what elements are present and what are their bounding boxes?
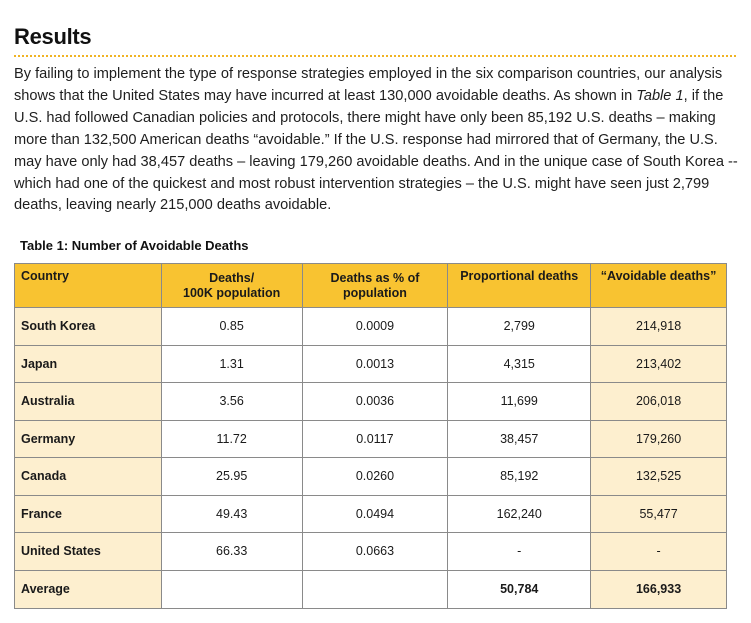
cell-country: United States: [15, 533, 162, 571]
cell-proportional: 4,315: [448, 345, 591, 383]
cell-proportional: -: [448, 533, 591, 571]
header-deaths-line2: 100K population: [183, 285, 281, 300]
table-row: [15, 420, 727, 458]
cell-proportional: 85,192: [448, 458, 591, 496]
paragraph-text-2: , if the U.S. had followed Canadian policies and protocols, there might have only been 85,192 U.S. deaths – making more than 132,500 American deaths “avoidable.” If the U.S. response had mirrored that of Germany, the U.S. may have only had 38,457 deaths – leaving 179,260 avoidable deaths. And in the unique case of South Korea -- which had one of the quickest and most robust intervention strategies – the U.S. might have seen just 2,799 deaths, leaving nearly 215,000 deaths avoidable.: [14, 87, 738, 214]
cell-empty: [161, 570, 302, 608]
header-pct-line2: population: [343, 285, 407, 300]
cell-deaths-per-100k: 0.85: [161, 308, 302, 346]
cell-deaths-per-100k: 66.33: [161, 533, 302, 571]
cell-average-avoidable: 166,933: [591, 570, 727, 608]
header-proportional: Proportional deaths: [448, 264, 591, 308]
header-avoidable: “Avoidable deaths”: [591, 264, 727, 308]
table-average-row: [15, 570, 727, 608]
cell-empty: [302, 570, 448, 608]
cell-country: Japan: [15, 345, 162, 383]
table-row: [15, 308, 727, 346]
table-reference: Table 1: [636, 87, 684, 104]
cell-average-label: Average: [15, 570, 162, 608]
section-heading: Results: [14, 24, 92, 49]
cell-average-proportional: 50,784: [448, 570, 591, 608]
header-deaths-line1: Deaths/: [209, 270, 255, 285]
header-pct-line1: Deaths as % of: [330, 270, 420, 285]
table-row: [15, 495, 727, 533]
table-row: [15, 383, 727, 421]
cell-proportional: 38,457: [448, 420, 591, 458]
cell-proportional: 2,799: [448, 308, 591, 346]
cell-avoidable: 213,402: [591, 345, 727, 383]
header-deaths-per-100k: [161, 264, 302, 308]
cell-proportional: 11,699: [448, 383, 591, 421]
table-header-row: [15, 264, 727, 308]
cell-avoidable: -: [591, 533, 727, 571]
cell-avoidable: 55,477: [591, 495, 727, 533]
header-deaths-pct: [302, 264, 448, 308]
table-caption: Table 1: Number of Avoidable Deaths: [20, 238, 249, 253]
cell-avoidable: 206,018: [591, 383, 727, 421]
cell-deaths-per-100k: 1.31: [161, 345, 302, 383]
table-row: [15, 533, 727, 571]
cell-pct: 0.0036: [302, 383, 448, 421]
results-paragraph: [14, 64, 738, 217]
cell-country: Germany: [15, 420, 162, 458]
cell-proportional: 162,240: [448, 495, 591, 533]
cell-avoidable: 132,525: [591, 458, 727, 496]
cell-deaths-per-100k: 3.56: [161, 383, 302, 421]
cell-avoidable: 214,918: [591, 308, 727, 346]
cell-country: Australia: [15, 383, 162, 421]
table-row: [15, 458, 727, 496]
cell-deaths-per-100k: 25.95: [161, 458, 302, 496]
cell-pct: 0.0013: [302, 345, 448, 383]
cell-pct: 0.0009: [302, 308, 448, 346]
cell-country: South Korea: [15, 308, 162, 346]
paragraph-text-1: By failing to implement the type of response strategies employed in the six comparison countries, our analysis shows that the United States may have incurred at least 130,000 avoidable deaths. As shown in: [14, 66, 723, 104]
avoidable-deaths-table: [14, 263, 727, 609]
cell-country: Canada: [15, 458, 162, 496]
cell-avoidable: 179,260: [591, 420, 727, 458]
cell-country: France: [15, 495, 162, 533]
cell-pct: 0.0260: [302, 458, 448, 496]
cell-pct: 0.0663: [302, 533, 448, 571]
cell-deaths-per-100k: 11.72: [161, 420, 302, 458]
table-row: [15, 345, 727, 383]
heading-divider: [14, 55, 736, 57]
cell-pct: 0.0494: [302, 495, 448, 533]
cell-pct: 0.0117: [302, 420, 448, 458]
header-country: Country: [15, 264, 162, 308]
cell-deaths-per-100k: 49.43: [161, 495, 302, 533]
